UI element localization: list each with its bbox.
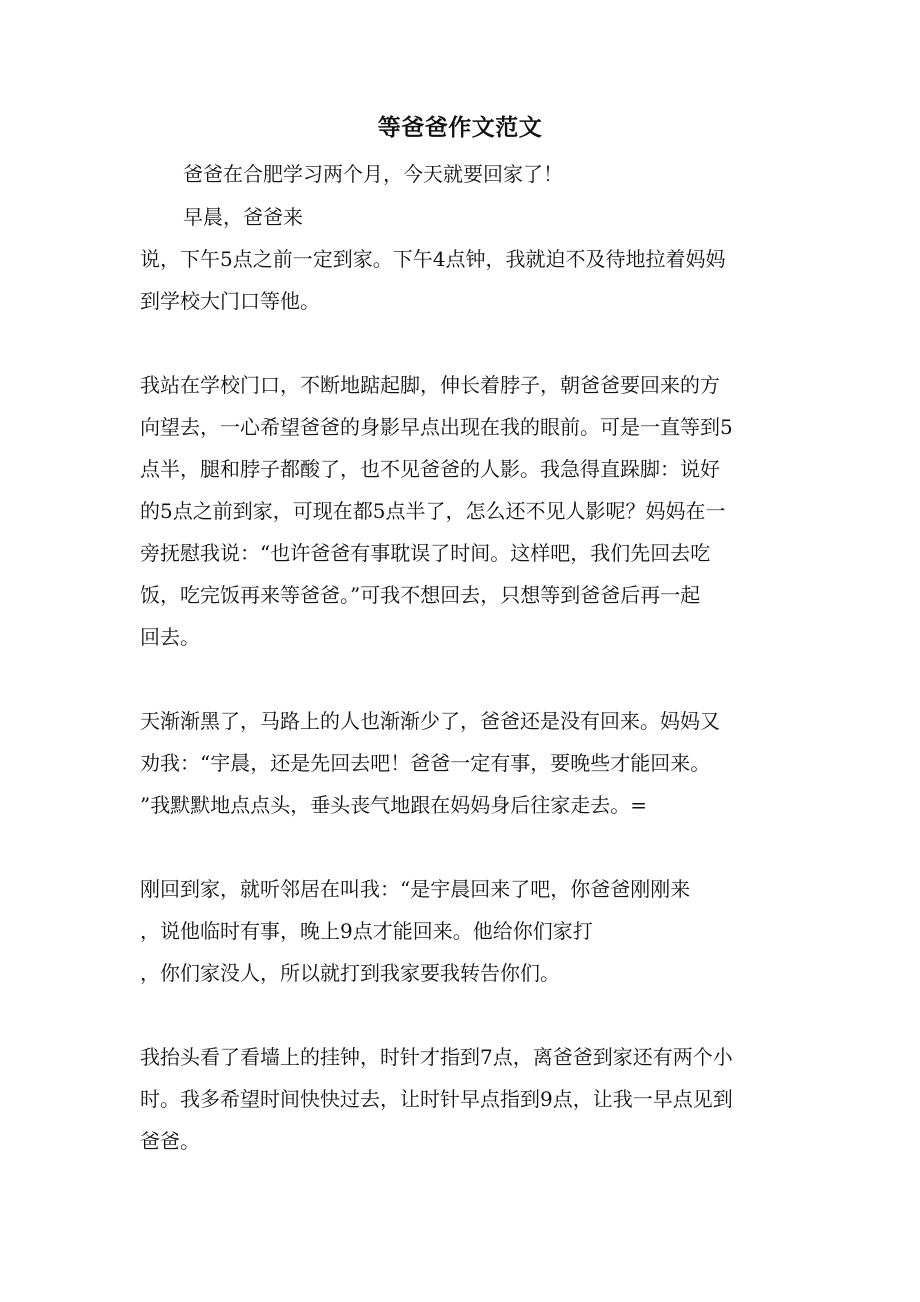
text-line: 早晨，爸爸来 <box>183 205 303 229</box>
text-line: 我抬头看了看墙上的挂钟，时针才指到7点，离爸爸到家还有两个小 <box>140 1045 733 1069</box>
text-line: 劝我：“宇晨，还是先回去吧！爸爸一定有事，要晚些才能回来。 <box>140 751 711 775</box>
text-line: 回去。 <box>140 625 200 649</box>
text-line: ，说他临时有事，晚上9点才能回来。他给你们家打 <box>140 919 593 943</box>
text-line: 我站在学校门口，不断地踮起脚，伸长着脖子，朝爸爸要回来的方 <box>140 373 720 397</box>
text-line: 向望去，一心希望爸爸的身影早点出现在我的眼前。可是一直等到5 <box>140 415 733 439</box>
text-line: 点半，腿和脖子都酸了，也不见爸爸的人影。我急得直跺脚：说好 <box>140 457 720 481</box>
text-line: 时。我多希望时间快快过去，让时针早点指到9点，让我一早点见到 <box>140 1087 733 1111</box>
text-line: ，你们家没人，所以就打到我家要我转告你们。 <box>140 961 560 985</box>
text-line: 爸爸在合肥学习两个月，今天就要回家了！ <box>183 162 563 186</box>
text-line: 刚回到家，就听邻居在叫我：“是宇晨回来了吧，你爸爸刚刚来 <box>140 877 691 901</box>
document-title: 等爸爸作文范文 <box>377 114 543 141</box>
text-line: 的5点之前到家，可现在都5点半了，怎么还不见人影呢？妈妈在一 <box>140 499 726 523</box>
text-line: ”我默默地点点头，垂头丧气地跟在妈妈身后往家走去。= <box>140 793 647 817</box>
text-line: 旁抚慰我说：“也许爸爸有事耽误了时间。这样吧，我们先回去吃 <box>140 541 711 565</box>
text-line: 说，下午5点之前一定到家。下午4点钟，我就迫不及待地拉着妈妈 <box>140 247 726 271</box>
text-line: 天渐渐黑了，马路上的人也渐渐少了，爸爸还是没有回来。妈妈又 <box>140 709 720 733</box>
text-line: 饭，吃完饭再来等爸爸。”可我不想回去，只想等到爸爸后再一起 <box>140 583 701 607</box>
text-line: 爸爸。 <box>140 1129 200 1153</box>
text-line: 到学校大门口等他。 <box>140 289 320 313</box>
